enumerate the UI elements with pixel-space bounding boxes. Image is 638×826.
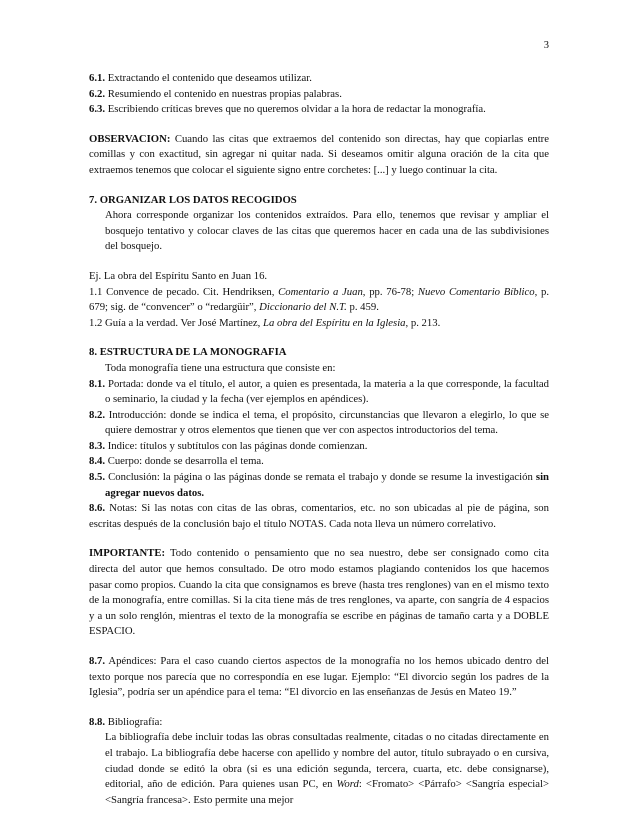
ex-title: La obra del Espíritu en la Iglesia xyxy=(263,316,406,329)
section-7-body: Ahora corresponde organizar los contenidos extraídos. Para ello, tenemos que revisar y ampliar el bosquejo tentativo y colocar claves de las citas que queremos hacer en cada una de las subdivisiones del bosquejo. xyxy=(105,209,549,253)
step-number: 6.1. xyxy=(89,72,106,84)
item-8-7 xyxy=(89,654,549,701)
item-8-3 xyxy=(89,439,549,455)
example-item-1-1 xyxy=(89,285,549,316)
item-8-6 xyxy=(89,501,549,532)
page-number: 3 xyxy=(543,40,549,51)
item-text: Indice: títulos y subtítulos con las páginas donde comienzan. xyxy=(105,439,368,452)
ex-text: , p. 679; sig. de “convencer” o “redargüir”, xyxy=(89,285,550,314)
spacer xyxy=(89,255,549,269)
item-number: 8.4. xyxy=(89,455,106,468)
step-number: 6.3. xyxy=(89,103,106,116)
importante-text: Todo contenido o pensamiento que no sea nuestro, debe ser consignado como cita directa del autor que hemos consultado. De otro modo estamos plagiando contenidos los que hacemos pasar como propios. Cuando la cita que consignamos es breve (hasta tres renglones) van en el mismo texto de la monografía, entre comillas. Si la cita tiene más de tres renglones, va aparte, con sangría de 4 espacios y a un solo renglón, mientras el texto de la monografía se escribe en páginas de tamaño carta y a DOBLE ESPACIO. xyxy=(89,547,549,638)
item-text: Cuerpo: donde se desarrolla el tema. xyxy=(105,455,264,468)
section-7-heading: 7. ORGANIZAR LOS DATOS RECOGIDOS xyxy=(89,193,297,206)
item-8-5 xyxy=(89,470,549,501)
step-6-3 xyxy=(89,102,549,118)
item-8-8-body xyxy=(89,730,549,808)
item-8-2 xyxy=(89,408,549,439)
item-8-4 xyxy=(89,454,549,470)
item-text: Introducción: donde se indica el tema, el propósito, circunstancias que llevaron a elegirlo, lo que se quiere demostrar y otros elementos que tienen que ver con aspectos introductorios del tema. xyxy=(105,408,549,437)
spacer xyxy=(89,118,549,132)
example-line: Ej. La obra del Espíritu Santo en Juan 16. xyxy=(89,269,268,282)
item-number: 8.1. xyxy=(89,377,106,390)
example-item-1-2 xyxy=(89,316,549,332)
item-8-1 xyxy=(89,377,549,408)
step-text: Escribiendo críticas breves que no queremos olvidar a la hora de redactar la monografía. xyxy=(107,103,486,116)
item-number: 8.7. xyxy=(89,655,106,667)
page-content xyxy=(89,71,549,808)
item-emphasis: Word xyxy=(336,778,359,791)
item-number: 8.5. xyxy=(89,471,106,484)
item-number: 8.8. xyxy=(89,715,106,728)
item-label: Bibliografía: xyxy=(105,715,163,728)
item-text: Conclusión: la página o las páginas donde se remata el trabajo y donde se resume la investigación xyxy=(105,471,536,484)
item-text: Notas: Si las notas con citas de las obras, comentarios, etc. no son ubicadas al pie de página, son escritas después de la conclusión bajo el título NOTAS. Cada nota lleva un número correlativo. xyxy=(89,502,549,530)
item-8-8-label xyxy=(89,715,549,731)
step-text: Extractando el contenido que deseamos utilizar. xyxy=(107,72,312,84)
spacer xyxy=(89,179,549,193)
spacer xyxy=(89,532,549,546)
ex-text: 1.1 Convence de pecado. Cit. Hendriksen, xyxy=(89,285,279,298)
observacion-text: Cuando las citas que extraemos del contenido son directas, hay que copiarlas entre comillas y con exactitud, sin agregar ni quitar nada. Si deseamos omitir alguna oración de la cita que extraemos tenemos que colocar el siguiente signo entre corchetes: [...] y luego continuar la cita. xyxy=(89,132,549,176)
item-text: Apéndices: Para el caso cuando ciertos aspectos de la monografía no los hemos ubicado dentro del texto porque nos parecía que no correspondía en ese lugar. Ejemplo: “El divorcio según los padres de la Iglesia”, podría ser un apéndice para el tema: “El divorcio en las enseñanzas de Jesús en Mateo 19.” xyxy=(89,655,549,699)
item-text: Portada: donde va el título, el autor, a quien es presentada, la materia a la que corresponde, la facultad o seminario, la ciudad y la fecha (ver ejemplos en apéndices). xyxy=(105,377,549,406)
ex-text: , p. 213. xyxy=(405,316,441,329)
section-8-intro: Toda monografía tiene una estructura que consiste en: xyxy=(105,361,336,374)
step-6-1 xyxy=(89,71,549,87)
item-number: 8.3. xyxy=(89,439,106,452)
spacer xyxy=(89,701,549,715)
item-number: 8.6. xyxy=(89,502,106,515)
ex-title: Comentario a Juan xyxy=(278,285,363,298)
ex-text: p. 459. xyxy=(346,301,379,314)
step-number: 6.2. xyxy=(89,87,106,100)
importante-label: IMPORTANTE: xyxy=(89,547,166,560)
item-emphasis: sin agregar nuevos datos. xyxy=(105,471,549,499)
ex-text: 1.2 Guía a la verdad. Ver José Martínez, xyxy=(89,316,264,329)
item-text: La bibliografía debe incluir todas las obras consultadas realmente, citadas o no citadas directamente en el trabajo. La bibliografía debe hacerse con apellido y nombre del autor, título subrayado o en cursiva, ciudad donde se editó la obra (si es una edición segunda, tercera, cuarta, etc. debe consignarse), editorial, año de edición. Para quienes usan PC, en xyxy=(105,731,549,791)
ex-title: Nuevo Comentario Bíblico xyxy=(417,285,535,298)
spacer xyxy=(89,640,549,654)
step-6-2 xyxy=(89,87,549,103)
step-text: Resumiendo el contenido en nuestras propias palabras. xyxy=(107,87,342,100)
importante-paragraph xyxy=(89,546,549,640)
observacion-paragraph xyxy=(89,132,549,179)
section-8-heading: 8. ESTRUCTURA DE LA MONOGRAFIA xyxy=(89,346,287,359)
ex-text: , pp. 76-78; xyxy=(362,285,418,298)
item-text: : <Fromato> <Párrafo> <Sangría especial> <Sangría francesa>. Esto permite una mejor xyxy=(105,778,549,806)
item-number: 8.2. xyxy=(89,408,106,421)
ex-title: Diccionario del N.T. xyxy=(259,301,347,314)
spacer xyxy=(89,331,549,345)
observacion-label: OBSERVACION: xyxy=(89,132,171,145)
